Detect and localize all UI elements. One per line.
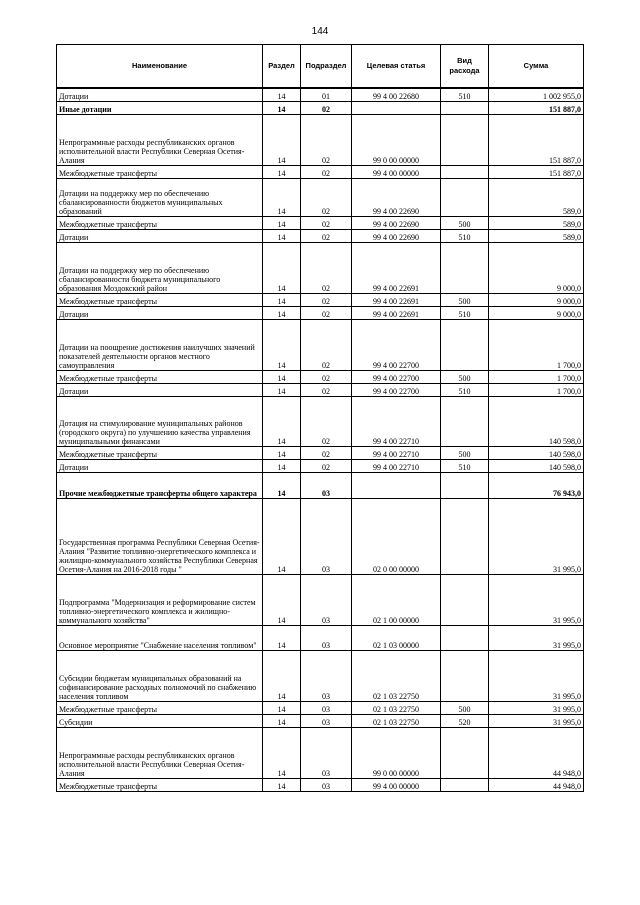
table-row [57,88,584,102]
row-amount: 151 887,0 [489,102,584,115]
budget-table [56,44,584,792]
table-row [57,473,584,499]
row-section: 14 [263,574,301,625]
row-amount: 151 887,0 [489,115,584,166]
row-subsection: 02 [301,293,352,306]
row-amount: 31 995,0 [489,498,584,574]
row-amount: 140 598,0 [489,460,584,473]
row-expense-type: 500 [441,370,489,383]
row-expense-type [441,574,489,625]
row-name: Межбюджетные трансферты [57,370,263,383]
row-section: 14 [263,396,301,447]
row-subsection: 02 [301,115,352,166]
row-section: 14 [263,651,301,702]
table-row [57,651,584,702]
row-section: 14 [263,702,301,715]
row-name: Прочие межбюджетные трансферты общего характера [57,473,263,499]
row-expense-type [441,178,489,216]
table-row [57,178,584,216]
row-expense-type [441,165,489,178]
row-subsection: 02 [301,165,352,178]
row-amount: 151 887,0 [489,165,584,178]
table-row [57,165,584,178]
row-expense-type: 520 [441,715,489,728]
row-section: 14 [263,625,301,651]
row-target: 02 1 03 22750 [352,715,441,728]
row-subsection: 03 [301,651,352,702]
row-target: 99 4 00 00000 [352,165,441,178]
row-target: 99 4 00 22690 [352,229,441,242]
table-row [57,102,584,115]
header-expense-type: Вид расхода [441,45,489,89]
row-name: Субсидии бюджетам муниципальных образований на софинансирование расходных полномочий по снабжению населения топливом [57,651,263,702]
row-section: 14 [263,115,301,166]
row-name: Дотации [57,229,263,242]
row-name: Дотации [57,383,263,396]
header-section: Раздел [263,45,301,89]
table-row [57,293,584,306]
table-row [57,574,584,625]
row-subsection: 02 [301,319,352,370]
table-row [57,702,584,715]
row-target: 99 4 00 22691 [352,293,441,306]
table-row [57,229,584,242]
row-amount: 1 700,0 [489,370,584,383]
row-expense-type: 500 [441,447,489,460]
row-section: 14 [263,728,301,779]
row-section: 14 [263,715,301,728]
row-name: Государственная программа Республики Северная Осетия-Алания "Развитие топливно-энергетического комплекса и жилищно-коммунального хозяйства Республики Северная Осетия-Алания на 2016-2018 годы " [57,498,263,574]
table-row [57,319,584,370]
table-row [57,115,584,166]
row-subsection: 03 [301,625,352,651]
table-row [57,242,584,293]
header-subsection: Подраздел [301,45,352,89]
row-amount: 1 002 955,0 [489,88,584,102]
row-target: 02 1 03 22750 [352,702,441,715]
row-section: 14 [263,370,301,383]
row-name: Дотация на стимулирование муниципальных районов (городского округа) по улучшению качества управления муниципальными финансами [57,396,263,447]
row-name: Межбюджетные трансферты [57,165,263,178]
row-target: 99 4 00 22690 [352,178,441,216]
row-expense-type [441,651,489,702]
row-section: 14 [263,165,301,178]
row-name: Дотации на поддержку мер по обеспечению сбалансированности бюджета муниципального образования Моздокский район [57,242,263,293]
row-section: 14 [263,88,301,102]
row-subsection: 03 [301,728,352,779]
row-subsection: 03 [301,778,352,791]
table-row [57,498,584,574]
row-target: 99 4 00 22700 [352,319,441,370]
row-section: 14 [263,498,301,574]
row-amount: 1 700,0 [489,319,584,370]
table-row [57,396,584,447]
row-subsection: 03 [301,702,352,715]
row-target: 99 0 00 00000 [352,115,441,166]
row-name: Основное мероприятие "Снабжение населения топливом" [57,625,263,651]
row-target: 99 4 00 22700 [352,383,441,396]
row-subsection: 02 [301,447,352,460]
row-target: 99 4 00 22680 [352,88,441,102]
row-expense-type: 500 [441,216,489,229]
row-expense-type: 510 [441,306,489,319]
row-target [352,102,441,115]
row-target: 99 4 00 00000 [352,778,441,791]
row-expense-type: 510 [441,383,489,396]
table-header-row [57,45,584,89]
row-name: Дотации [57,88,263,102]
row-section: 14 [263,178,301,216]
row-amount: 140 598,0 [489,396,584,447]
row-subsection: 02 [301,216,352,229]
row-amount: 9 000,0 [489,242,584,293]
row-section: 14 [263,229,301,242]
row-subsection: 02 [301,178,352,216]
row-expense-type [441,242,489,293]
row-target [352,473,441,499]
row-subsection: 02 [301,396,352,447]
row-subsection: 02 [301,102,352,115]
header-name: Наименование [57,45,263,89]
row-target: 02 1 03 22750 [352,651,441,702]
row-section: 14 [263,306,301,319]
row-expense-type [441,728,489,779]
table-row [57,728,584,779]
row-section: 14 [263,216,301,229]
row-expense-type: 500 [441,293,489,306]
row-amount: 44 948,0 [489,728,584,779]
row-target: 99 4 00 22691 [352,242,441,293]
row-subsection: 01 [301,88,352,102]
row-name: Непрограммные расходы республиканских органов исполнительной власти Республики Северная Осетия-Алания [57,728,263,779]
header-target: Целевая статья [352,45,441,89]
table-row [57,778,584,791]
row-target: 99 4 00 22700 [352,370,441,383]
row-section: 14 [263,293,301,306]
row-name: Субсидии [57,715,263,728]
row-expense-type [441,115,489,166]
row-name: Межбюджетные трансферты [57,293,263,306]
row-section: 14 [263,319,301,370]
row-expense-type [441,396,489,447]
row-section: 14 [263,383,301,396]
row-amount: 76 943,0 [489,473,584,499]
table-row [57,460,584,473]
row-expense-type: 510 [441,88,489,102]
table-row [57,383,584,396]
row-target: 99 4 00 22691 [352,306,441,319]
row-name: Подпрограмма "Модернизация и реформирование систем топливно-энергетического комплекса и жилищно-коммунального хозяйства" [57,574,263,625]
row-target: 99 0 00 00000 [352,728,441,779]
row-name: Межбюджетные трансферты [57,778,263,791]
row-expense-type [441,473,489,499]
row-section: 14 [263,447,301,460]
row-target: 02 0 00 00000 [352,498,441,574]
row-section: 14 [263,242,301,293]
row-subsection: 02 [301,383,352,396]
row-amount: 140 598,0 [489,447,584,460]
table-row [57,370,584,383]
row-expense-type [441,102,489,115]
row-subsection: 02 [301,460,352,473]
row-name: Межбюджетные трансферты [57,702,263,715]
row-amount: 44 948,0 [489,778,584,791]
row-amount: 9 000,0 [489,306,584,319]
row-subsection: 03 [301,715,352,728]
row-name: Дотации [57,306,263,319]
row-target: 99 4 00 22710 [352,396,441,447]
table-body [57,88,584,791]
row-target: 99 4 00 22710 [352,447,441,460]
table-row [57,306,584,319]
row-subsection: 02 [301,229,352,242]
table-row [57,216,584,229]
row-name: Межбюджетные трансферты [57,216,263,229]
table-row [57,625,584,651]
row-subsection: 02 [301,306,352,319]
row-target: 02 1 03 00000 [352,625,441,651]
row-section: 14 [263,102,301,115]
row-name: Непрограммные расходы республиканских органов исполнительной власти Республики Северная Осетия-Алания [57,115,263,166]
page-number: 144 [311,26,329,37]
row-amount: 31 995,0 [489,574,584,625]
row-expense-type: 510 [441,460,489,473]
row-amount: 589,0 [489,216,584,229]
table-row [57,715,584,728]
row-section: 14 [263,778,301,791]
row-expense-type: 500 [441,702,489,715]
row-amount: 31 995,0 [489,702,584,715]
row-amount: 589,0 [489,178,584,216]
row-amount: 31 995,0 [489,651,584,702]
row-amount: 1 700,0 [489,383,584,396]
table-row [57,447,584,460]
row-subsection: 03 [301,574,352,625]
row-amount: 589,0 [489,229,584,242]
row-name: Иные дотации [57,102,263,115]
row-expense-type [441,319,489,370]
row-name: Межбюджетные трансферты [57,447,263,460]
row-subsection: 03 [301,473,352,499]
row-amount: 31 995,0 [489,715,584,728]
row-subsection: 02 [301,370,352,383]
row-section: 14 [263,473,301,499]
row-name: Дотации [57,460,263,473]
row-target: 02 1 00 00000 [352,574,441,625]
row-target: 99 4 00 22710 [352,460,441,473]
row-amount: 31 995,0 [489,625,584,651]
header-amount: Сумма [489,45,584,89]
row-expense-type [441,778,489,791]
row-name: Дотации на поддержку мер по обеспечению сбалансированности бюджетов муниципальных образований [57,178,263,216]
row-target: 99 4 00 22690 [352,216,441,229]
row-amount: 9 000,0 [489,293,584,306]
row-subsection: 03 [301,498,352,574]
row-expense-type: 510 [441,229,489,242]
row-expense-type [441,498,489,574]
row-section: 14 [263,460,301,473]
row-subsection: 02 [301,242,352,293]
row-name: Дотации на поощрение достижения наилучших значений показателей деятельности органов местного самоуправления [57,319,263,370]
row-expense-type [441,625,489,651]
